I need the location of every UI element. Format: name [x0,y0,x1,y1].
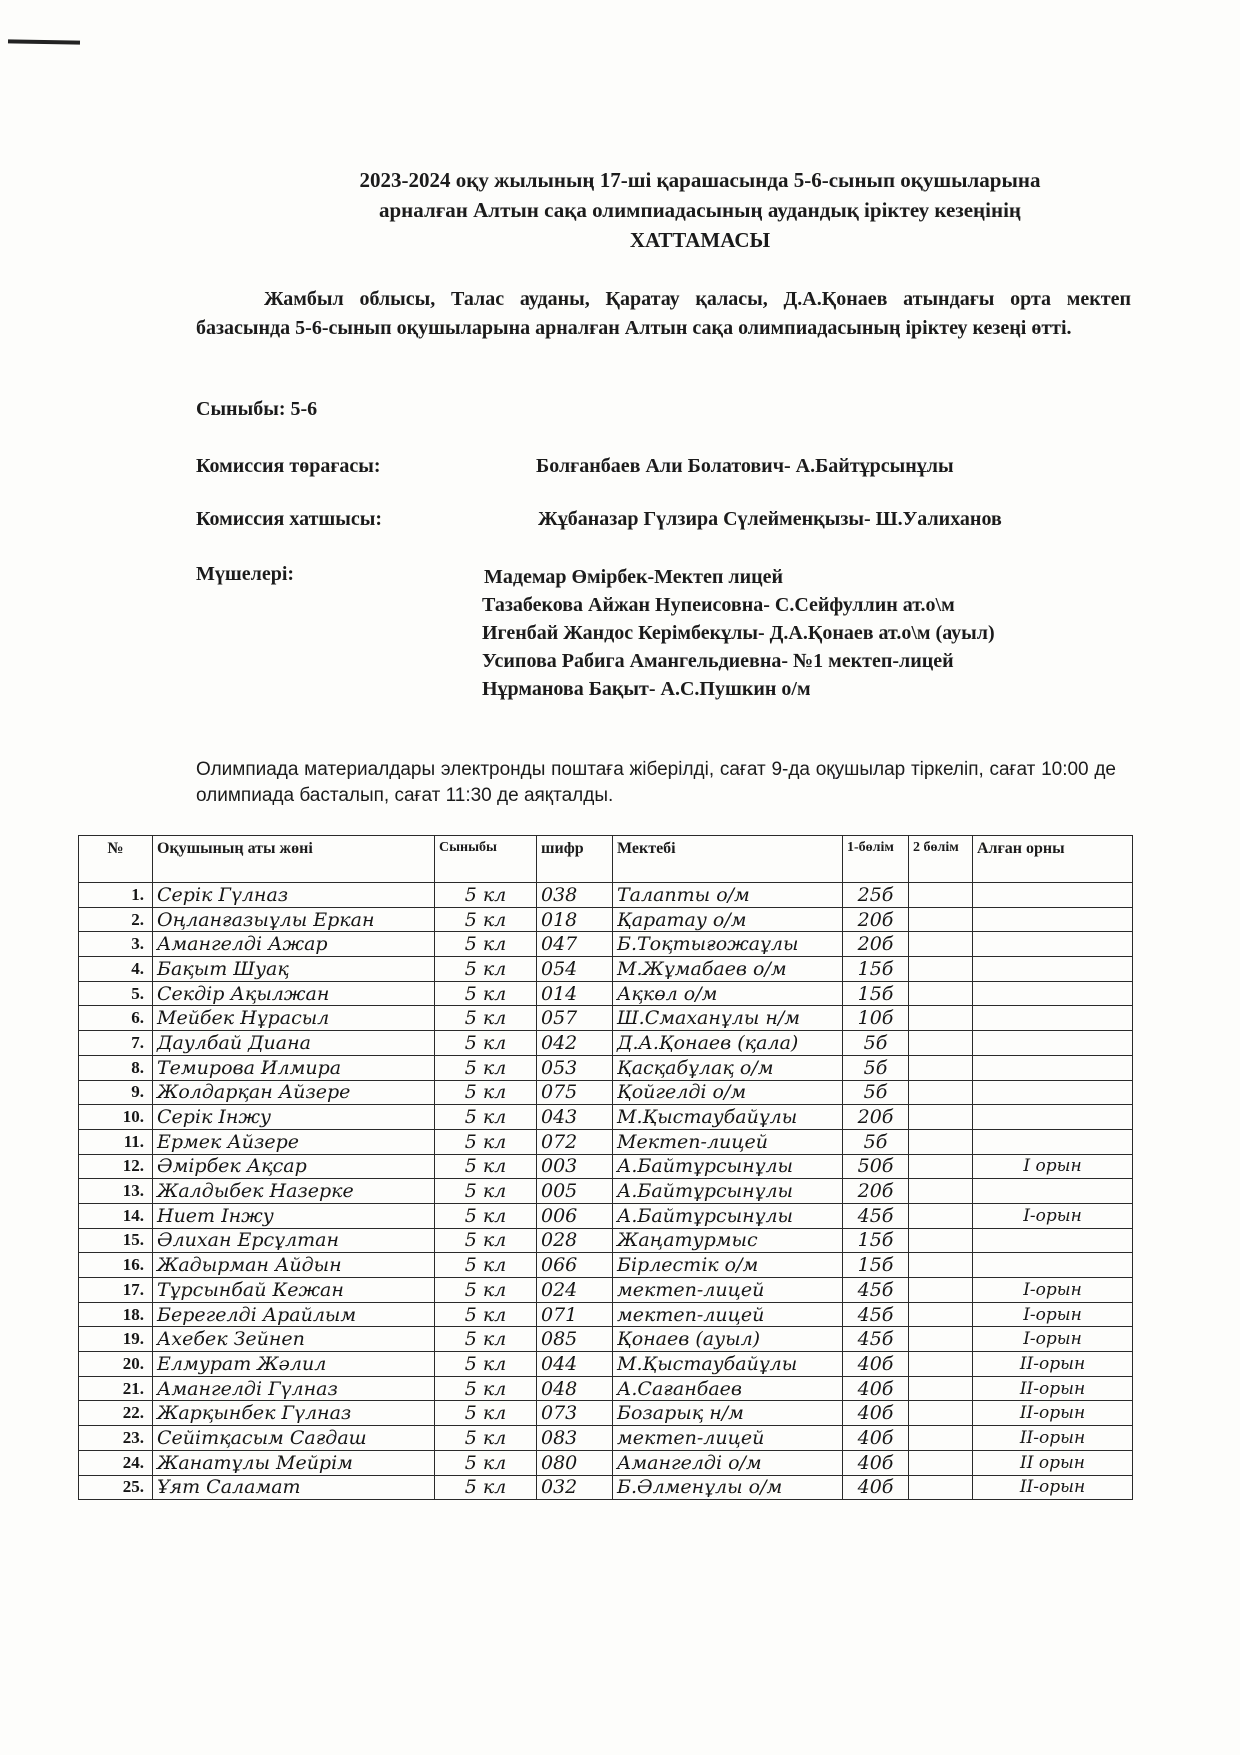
row-number: 2. [79,907,153,932]
table-row [79,1327,1133,1352]
student-school: Қасқабұлақ о/м [613,1055,843,1080]
student-cipher: 072 [537,1129,613,1154]
student-place [973,1253,1133,1278]
student-cipher: 075 [537,1080,613,1105]
part1-score: 20б [843,1179,909,1204]
student-place: II орын [973,1450,1133,1475]
student-school: Ақкөл о/м [613,981,843,1006]
page-title [240,165,1160,255]
part1-score: 5б [843,1055,909,1080]
student-grade: 5 кл [435,1055,537,1080]
student-cipher: 014 [537,981,613,1006]
part2-score [909,883,973,908]
row-number: 20. [79,1352,153,1377]
part1-score: 15б [843,957,909,982]
table-row [79,1055,1133,1080]
student-school: Б.Тоқтығожаұлы [613,932,843,957]
student-name: Бақыт Шуақ [153,957,435,982]
row-number: 4. [79,957,153,982]
table-row [79,981,1133,1006]
table-row [79,1154,1133,1179]
student-name: Сейітқасым Сағдаш [153,1426,435,1451]
student-grade: 5 кл [435,1179,537,1204]
student-school: А.Сағанбаев [613,1376,843,1401]
part2-score [909,1253,973,1278]
student-name: Мейбек Нұрасыл [153,1006,435,1031]
row-number: 17. [79,1278,153,1303]
student-school: Бірлестік о/м [613,1253,843,1278]
student-name: Жадырман Айдын [153,1253,435,1278]
member-item: Мадемар Өмірбек-Мектеп лицей [484,566,784,588]
student-grade: 5 кл [435,1327,537,1352]
student-place: I-орын [973,1327,1133,1352]
row-number: 8. [79,1055,153,1080]
part2-score [909,1129,973,1154]
part1-score: 15б [843,981,909,1006]
student-grade: 5 кл [435,1228,537,1253]
row-number: 18. [79,1302,153,1327]
table-row [79,1352,1133,1377]
row-number: 12. [79,1154,153,1179]
part1-score: 45б [843,1278,909,1303]
student-place [973,907,1133,932]
part1-score: 10б [843,1006,909,1031]
chair-value: Болғанбаев Али Болатович- А.Байтұрсынұлы [536,455,954,477]
student-school: Бозарық н/м [613,1401,843,1426]
student-name: Жанатұлы Мейрім [153,1450,435,1475]
student-grade: 5 кл [435,1376,537,1401]
part2-score [909,1278,973,1303]
student-place [973,1080,1133,1105]
part2-score [909,1055,973,1080]
row-number: 3. [79,932,153,957]
student-name: Амангелді Ажар [153,932,435,957]
row-number: 14. [79,1203,153,1228]
student-place: I орын [973,1154,1133,1179]
row-number: 13. [79,1179,153,1204]
member-item: Нұрманова Бақыт- А.С.Пушкин о/м [482,678,811,700]
student-grade: 5 кл [435,1105,537,1130]
row-number: 10. [79,1105,153,1130]
row-number: 1. [79,883,153,908]
row-number: 7. [79,1031,153,1056]
part1-score: 45б [843,1302,909,1327]
part1-score: 40б [843,1352,909,1377]
student-place: II-орын [973,1401,1133,1426]
table-row [79,1401,1133,1426]
part1-score: 40б [843,1450,909,1475]
student-grade: 5 кл [435,907,537,932]
part1-score: 15б [843,1253,909,1278]
notice-paragraph: Олимпиада материалдары электронды поштаға жіберілді, сағат 9-да оқушылар тіркеліп, сағат 10:00 де олимпиада басталып, сағат 11:30 де аяқталды. [196,759,1116,806]
part2-score [909,1179,973,1204]
title-line-1: 2023-2024 оқу жылының 17-ші қарашасында 5-6-сынып оқушыларына [359,168,1041,192]
part2-score [909,1154,973,1179]
student-grade: 5 кл [435,1253,537,1278]
student-grade: 5 кл [435,1401,537,1426]
student-name: Елмурат Жәлил [153,1352,435,1377]
table-row [79,1228,1133,1253]
student-place [973,1179,1133,1204]
student-cipher: 054 [537,957,613,982]
student-cipher: 006 [537,1203,613,1228]
student-name: Темирова Илмира [153,1055,435,1080]
student-grade: 5 кл [435,1080,537,1105]
header-part2: 2 бөлім [909,836,973,883]
row-number: 9. [79,1080,153,1105]
part1-score: 25б [843,883,909,908]
table-row [79,1080,1133,1105]
student-cipher: 066 [537,1253,613,1278]
part1-score: 40б [843,1426,909,1451]
student-grade: 5 кл [435,1006,537,1031]
part1-score: 20б [843,907,909,932]
student-place [973,1105,1133,1130]
table-row [79,1105,1133,1130]
row-number: 22. [79,1401,153,1426]
table-row [79,883,1133,908]
student-cipher: 038 [537,883,613,908]
student-school: мектеп-лицей [613,1278,843,1303]
student-cipher: 005 [537,1179,613,1204]
part1-score: 5б [843,1031,909,1056]
student-cipher: 053 [537,1055,613,1080]
student-school: Қонаев (ауыл) [613,1327,843,1352]
student-school: Жаңатурмыс [613,1228,843,1253]
student-grade: 5 кл [435,981,537,1006]
student-school: Қаратау о/м [613,907,843,932]
student-cipher: 085 [537,1327,613,1352]
part1-score: 40б [843,1475,909,1500]
secretary-value: Жұбаназар Гүлзира Сүлейменқызы- Ш.Уалиханов [538,508,1002,530]
student-place: I-орын [973,1203,1133,1228]
student-place: I-орын [973,1302,1133,1327]
part2-score [909,1376,973,1401]
student-name: Серік Гүлназ [153,883,435,908]
student-name: Жолдарқан Айзере [153,1080,435,1105]
table-header-row [79,836,1133,883]
student-place [973,1031,1133,1056]
student-place [973,957,1133,982]
table-row [79,1203,1133,1228]
part2-score [909,932,973,957]
header-place: Алған орны [973,836,1133,883]
header-name: Оқушының аты жөні [153,836,435,883]
student-school: М.Жұмабаев о/м [613,957,843,982]
student-grade: 5 кл [435,957,537,982]
corner-mark [8,39,80,44]
table-row [79,1253,1133,1278]
part1-score: 45б [843,1327,909,1352]
members-list [482,563,995,703]
table-row [79,1129,1133,1154]
student-grade: 5 кл [435,1278,537,1303]
student-place [973,1228,1133,1253]
student-cipher: 073 [537,1401,613,1426]
student-grade: 5 кл [435,1450,537,1475]
student-place [973,932,1133,957]
student-name: Жалдыбек Назерке [153,1179,435,1204]
student-school: Амангелді о/м [613,1450,843,1475]
row-number: 5. [79,981,153,1006]
members-label: Мүшелері: [196,563,295,585]
student-grade: 5 кл [435,1302,537,1327]
student-cipher: 080 [537,1450,613,1475]
chair-label: Комиссия төрағасы: [196,455,381,477]
student-name: Әмірбек Ақсар [153,1154,435,1179]
student-grade: 5 кл [435,1031,537,1056]
intro-paragraph: Жамбыл облысы, Талас ауданы, Қаратау қаласы, Д.А.Қонаев атындағы орта мектеп базасында 5-6-сынып оқушыларына арналған Алтын сақа олимпиадасының іріктеу кезеңі өтті. [196,288,1131,339]
student-place [973,1129,1133,1154]
part2-score [909,1105,973,1130]
table-row [79,1426,1133,1451]
part2-score [909,1450,973,1475]
table-row [79,1302,1133,1327]
part2-score [909,1352,973,1377]
student-place [973,883,1133,908]
student-grade: 5 кл [435,1475,537,1500]
part1-score: 5б [843,1129,909,1154]
student-name: Секдір Ақылжан [153,981,435,1006]
student-grade: 5 кл [435,1154,537,1179]
part2-score [909,1228,973,1253]
part1-score: 15б [843,1228,909,1253]
part2-score [909,907,973,932]
table-row [79,1278,1133,1303]
row-number: 25. [79,1475,153,1500]
student-place: I-орын [973,1278,1133,1303]
student-cipher: 018 [537,907,613,932]
table-row [79,1031,1133,1056]
student-cipher: 024 [537,1278,613,1303]
student-grade: 5 кл [435,1203,537,1228]
student-cipher: 047 [537,932,613,957]
student-name: Амангелді Гүлназ [153,1376,435,1401]
student-school: А.Байтұрсынұлы [613,1203,843,1228]
header-part1: 1-бөлім [843,836,909,883]
row-number: 23. [79,1426,153,1451]
student-school: Талапты о/м [613,883,843,908]
student-name: Даулбай Диана [153,1031,435,1056]
table-body [79,883,1133,1500]
row-number: 6. [79,1006,153,1031]
secretary-label: Комиссия хатшысы: [196,508,383,530]
student-grade: 5 кл [435,1352,537,1377]
student-school: Д.А.Қонаев (қала) [613,1031,843,1056]
student-place: II-орын [973,1475,1133,1500]
student-school: Қойгелді о/м [613,1080,843,1105]
class-info: Сыныбы: 5-6 [196,398,318,420]
student-place: II-орын [973,1376,1133,1401]
table-row [79,1475,1133,1500]
part1-score: 20б [843,1105,909,1130]
part1-score: 20б [843,932,909,957]
part1-score: 45б [843,1203,909,1228]
row-number: 11. [79,1129,153,1154]
part2-score [909,1302,973,1327]
student-school: М.Қыстаубайұлы [613,1105,843,1130]
student-name: Ниет Інжу [153,1203,435,1228]
part2-score [909,957,973,982]
title-line-3: ХАТТАМАСЫ [629,228,771,252]
student-cipher: 032 [537,1475,613,1500]
part1-score: 40б [843,1376,909,1401]
student-name: Ахебек Зейнеп [153,1327,435,1352]
student-place [973,1006,1133,1031]
student-name: Ұят Саламат [153,1475,435,1500]
part2-score [909,1031,973,1056]
part2-score [909,1327,973,1352]
part1-score: 50б [843,1154,909,1179]
student-place [973,1055,1133,1080]
student-grade: 5 кл [435,1426,537,1451]
student-name: Серік Інжу [153,1105,435,1130]
part2-score [909,1203,973,1228]
student-place: II-орын [973,1426,1133,1451]
student-name: Берегелді Арайлым [153,1302,435,1327]
member-item: Игенбай Жандос Керімбекұлы- Д.А.Қонаев ат.о\м (ауыл) [482,622,995,644]
student-school: А.Байтұрсынұлы [613,1154,843,1179]
student-cipher: 057 [537,1006,613,1031]
student-place: II-орын [973,1352,1133,1377]
part2-score [909,981,973,1006]
table-row [79,1450,1133,1475]
table-row [79,1006,1133,1031]
student-school: М.Қыстаубайұлы [613,1352,843,1377]
student-cipher: 048 [537,1376,613,1401]
student-cipher: 071 [537,1302,613,1327]
student-school: Б.Әлменұлы о/м [613,1475,843,1500]
student-school: мектеп-лицей [613,1302,843,1327]
part2-score [909,1401,973,1426]
row-number: 15. [79,1228,153,1253]
student-school: Ш.Смаханұлы н/м [613,1006,843,1031]
student-cipher: 028 [537,1228,613,1253]
student-grade: 5 кл [435,883,537,908]
student-name: Әлихан Ерсұлтан [153,1228,435,1253]
header-cipher: шифр [537,836,613,883]
table-row [79,932,1133,957]
student-cipher: 043 [537,1105,613,1130]
part2-score [909,1426,973,1451]
student-school: мектеп-лицей [613,1426,843,1451]
table-row [79,1179,1133,1204]
results-table [78,835,1133,1500]
row-number: 19. [79,1327,153,1352]
member-item: Усипова Рабига Амангельдиевна- №1 мектеп-лицей [482,650,954,672]
header-grade: Сыныбы [435,836,537,883]
student-name: Оңланғазыұлы Еркан [153,907,435,932]
header-school: Мектебі [613,836,843,883]
student-name: Ермек Айзере [153,1129,435,1154]
student-cipher: 044 [537,1352,613,1377]
student-cipher: 003 [537,1154,613,1179]
part1-score: 5б [843,1080,909,1105]
row-number: 24. [79,1450,153,1475]
student-cipher: 083 [537,1426,613,1451]
row-number: 16. [79,1253,153,1278]
part2-score [909,1006,973,1031]
student-name: Тұрсынбай Кежан [153,1278,435,1303]
student-place [973,981,1133,1006]
student-cipher: 042 [537,1031,613,1056]
student-grade: 5 кл [435,1129,537,1154]
row-number: 21. [79,1376,153,1401]
part2-score [909,1475,973,1500]
member-item: Тазабекова Айжан Нупеисовна- С.Сейфуллин ат.о\м [482,594,955,616]
student-school: А.Байтұрсынұлы [613,1179,843,1204]
title-line-2: арналған Алтын сақа олимпиадасының аудандық іріктеу кезеңінің [379,198,1021,222]
part1-score: 40б [843,1401,909,1426]
table-row [79,957,1133,982]
student-grade: 5 кл [435,932,537,957]
student-school: Мектеп-лицей [613,1129,843,1154]
table-row [79,1376,1133,1401]
student-name: Жарқынбек Гүлназ [153,1401,435,1426]
part2-score [909,1080,973,1105]
header-no: № [79,836,153,883]
table-row [79,907,1133,932]
